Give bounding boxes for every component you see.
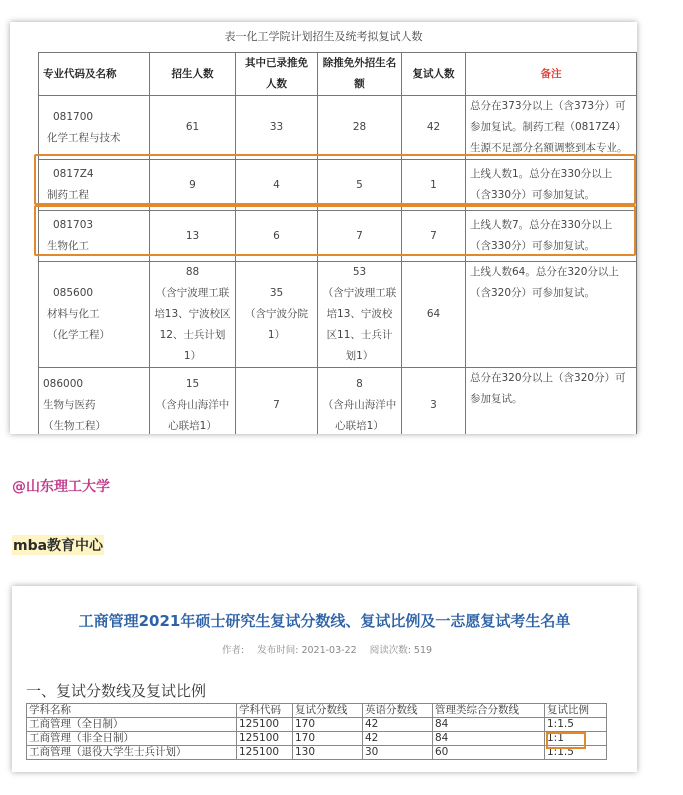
other-cell bbox=[318, 262, 402, 368]
enroll-value: 88 bbox=[185, 266, 200, 278]
score-table bbox=[26, 703, 607, 760]
table-row bbox=[27, 732, 607, 746]
table-header-row bbox=[27, 704, 607, 718]
table-row bbox=[39, 96, 637, 160]
line-cell: 170 bbox=[293, 732, 363, 746]
ratio-cell: 1:1.5 bbox=[545, 746, 607, 760]
line-cell: 170 bbox=[293, 718, 363, 732]
major-code: 085600 bbox=[53, 287, 94, 299]
remark-cell: 总分在320分以上（含320分）可参加复试。 bbox=[466, 368, 637, 435]
header-code: 学科代码 bbox=[237, 704, 293, 718]
retest-cell: 1 bbox=[402, 160, 466, 211]
major-name: 制药工程 bbox=[47, 189, 89, 201]
major-cell bbox=[39, 262, 150, 368]
enrollment-table-image bbox=[10, 22, 637, 434]
recommended-cell: 33 bbox=[236, 96, 318, 160]
recommended-cell: 7 bbox=[236, 368, 318, 435]
enroll-note: （含宁波理工联培13、宁波校区12、士兵计划1） bbox=[154, 287, 231, 362]
center-tag: mba教育中心 bbox=[12, 535, 104, 555]
other-note: （含舟山海洋中心联培1） bbox=[322, 398, 397, 432]
header-remark: 备注 bbox=[466, 53, 637, 96]
major-name: 生物化工 bbox=[47, 240, 89, 252]
enroll-cell bbox=[150, 368, 236, 435]
major-name: 生物与医药 bbox=[43, 398, 96, 411]
major-code: 081703 bbox=[53, 219, 94, 231]
header-retest: 复试人数 bbox=[402, 53, 466, 96]
major-cell bbox=[39, 368, 150, 435]
recommended-note: （含宁波分院1） bbox=[245, 308, 308, 341]
enroll-cell: 9 bbox=[150, 160, 236, 211]
other-value: 53 bbox=[352, 266, 367, 278]
remark-cell: 总分在373分以上（含373分）可参加复试。制药工程（0817Z4）生源不足部分名额调整到本专业。 bbox=[466, 96, 637, 160]
header-management: 管理类综合分数线 bbox=[433, 704, 545, 718]
header-ratio: 复试比例 bbox=[545, 704, 607, 718]
remark-cell: 上线人数1。总分在330分以上（含330分）可参加复试。 bbox=[466, 160, 637, 211]
other-cell: 5 bbox=[318, 160, 402, 211]
recommended-cell: 4 bbox=[236, 160, 318, 211]
english-cell: 42 bbox=[363, 718, 433, 732]
table-row bbox=[39, 262, 637, 368]
remark-cell: 上线人数7。总分在330分以上（含330分）可参加复试。 bbox=[466, 211, 637, 262]
english-cell: 30 bbox=[363, 746, 433, 760]
header-enroll: 招生人数 bbox=[150, 53, 236, 96]
major-subname: （生物工程） bbox=[43, 419, 106, 432]
major-code: 0817Z4 bbox=[53, 168, 94, 180]
enroll-cell: 61 bbox=[150, 96, 236, 160]
retest-cell: 64 bbox=[402, 262, 466, 368]
author-label: 作者: bbox=[222, 645, 245, 656]
highlight-box-row-081703 bbox=[34, 205, 636, 256]
table-row bbox=[39, 368, 637, 435]
management-cell: 84 bbox=[433, 732, 545, 746]
enroll-cell: 13 bbox=[150, 211, 236, 262]
highlight-box-ratio bbox=[546, 732, 586, 749]
code-cell: 125100 bbox=[237, 718, 293, 732]
notice-title: 工商管理2021年硕士研究生复试分数线、复试比例及一志愿复试考生名单 bbox=[78, 612, 571, 630]
table-caption: 表一化工学院计划招生及统考拟复试人数 bbox=[224, 30, 423, 43]
enroll-cell bbox=[150, 262, 236, 368]
notice-meta bbox=[222, 642, 442, 656]
subject-cell: 工商管理（退役大学生士兵计划） bbox=[27, 746, 237, 760]
other-cell: 28 bbox=[318, 96, 402, 160]
table-header-row bbox=[39, 53, 637, 96]
major-code: 086000 bbox=[43, 377, 84, 390]
subject-cell: 工商管理（全日制） bbox=[27, 718, 237, 732]
recommended-value: 35 bbox=[269, 287, 284, 299]
table-row bbox=[27, 718, 607, 732]
ratio-cell: 1:1 bbox=[545, 732, 607, 746]
school-tag[interactable]: @山东理工大学 bbox=[12, 479, 110, 495]
table-row bbox=[27, 746, 607, 760]
retest-cell: 7 bbox=[402, 211, 466, 262]
management-cell: 60 bbox=[433, 746, 545, 760]
retest-cell: 42 bbox=[402, 96, 466, 160]
header-other: 除推免外招生名额 bbox=[318, 53, 402, 96]
publish-time: 发布时间: 2021-03-22 bbox=[257, 645, 357, 656]
major-subname: （化学工程） bbox=[47, 329, 110, 341]
header-english: 英语分数线 bbox=[363, 704, 433, 718]
notice-image bbox=[12, 586, 637, 772]
other-value: 8 bbox=[356, 377, 363, 390]
header-recommended: 其中已录推免人数 bbox=[236, 53, 318, 96]
major-name: 化学工程与技术 bbox=[47, 131, 121, 144]
highlight-box-row-0817Z4 bbox=[34, 154, 636, 205]
other-note: （含宁波理工联培13、宁波校区11、士兵计划1） bbox=[322, 287, 397, 362]
ratio-cell: 1:1.5 bbox=[545, 718, 607, 732]
code-cell: 125100 bbox=[237, 746, 293, 760]
other-cell bbox=[318, 368, 402, 435]
major-code: 081700 bbox=[53, 110, 94, 123]
recommended-cell: 6 bbox=[236, 211, 318, 262]
major-name: 材料与化工 bbox=[47, 308, 100, 320]
subject-cell: 工商管理（非全日制） bbox=[27, 732, 237, 746]
enroll-value: 15 bbox=[185, 377, 200, 390]
management-cell: 84 bbox=[433, 718, 545, 732]
header-line: 复试分数线 bbox=[293, 704, 363, 718]
retest-cell: 3 bbox=[402, 368, 466, 435]
section-heading: 一、复试分数线及复试比例 bbox=[26, 682, 207, 700]
enroll-note: （含舟山海洋中心联培1） bbox=[155, 398, 230, 432]
line-cell: 130 bbox=[293, 746, 363, 760]
english-cell: 42 bbox=[363, 732, 433, 746]
recommended-cell bbox=[236, 262, 318, 368]
view-count: 阅读次数: 519 bbox=[369, 645, 433, 656]
header-subject: 学科名称 bbox=[27, 704, 237, 718]
remark-cell: 上线人数64。总分在320分以上（含320分）可参加复试。 bbox=[466, 262, 637, 368]
code-cell: 125100 bbox=[237, 732, 293, 746]
other-cell: 7 bbox=[318, 211, 402, 262]
header-major: 专业代码及名称 bbox=[39, 53, 150, 96]
major-cell bbox=[39, 96, 150, 160]
